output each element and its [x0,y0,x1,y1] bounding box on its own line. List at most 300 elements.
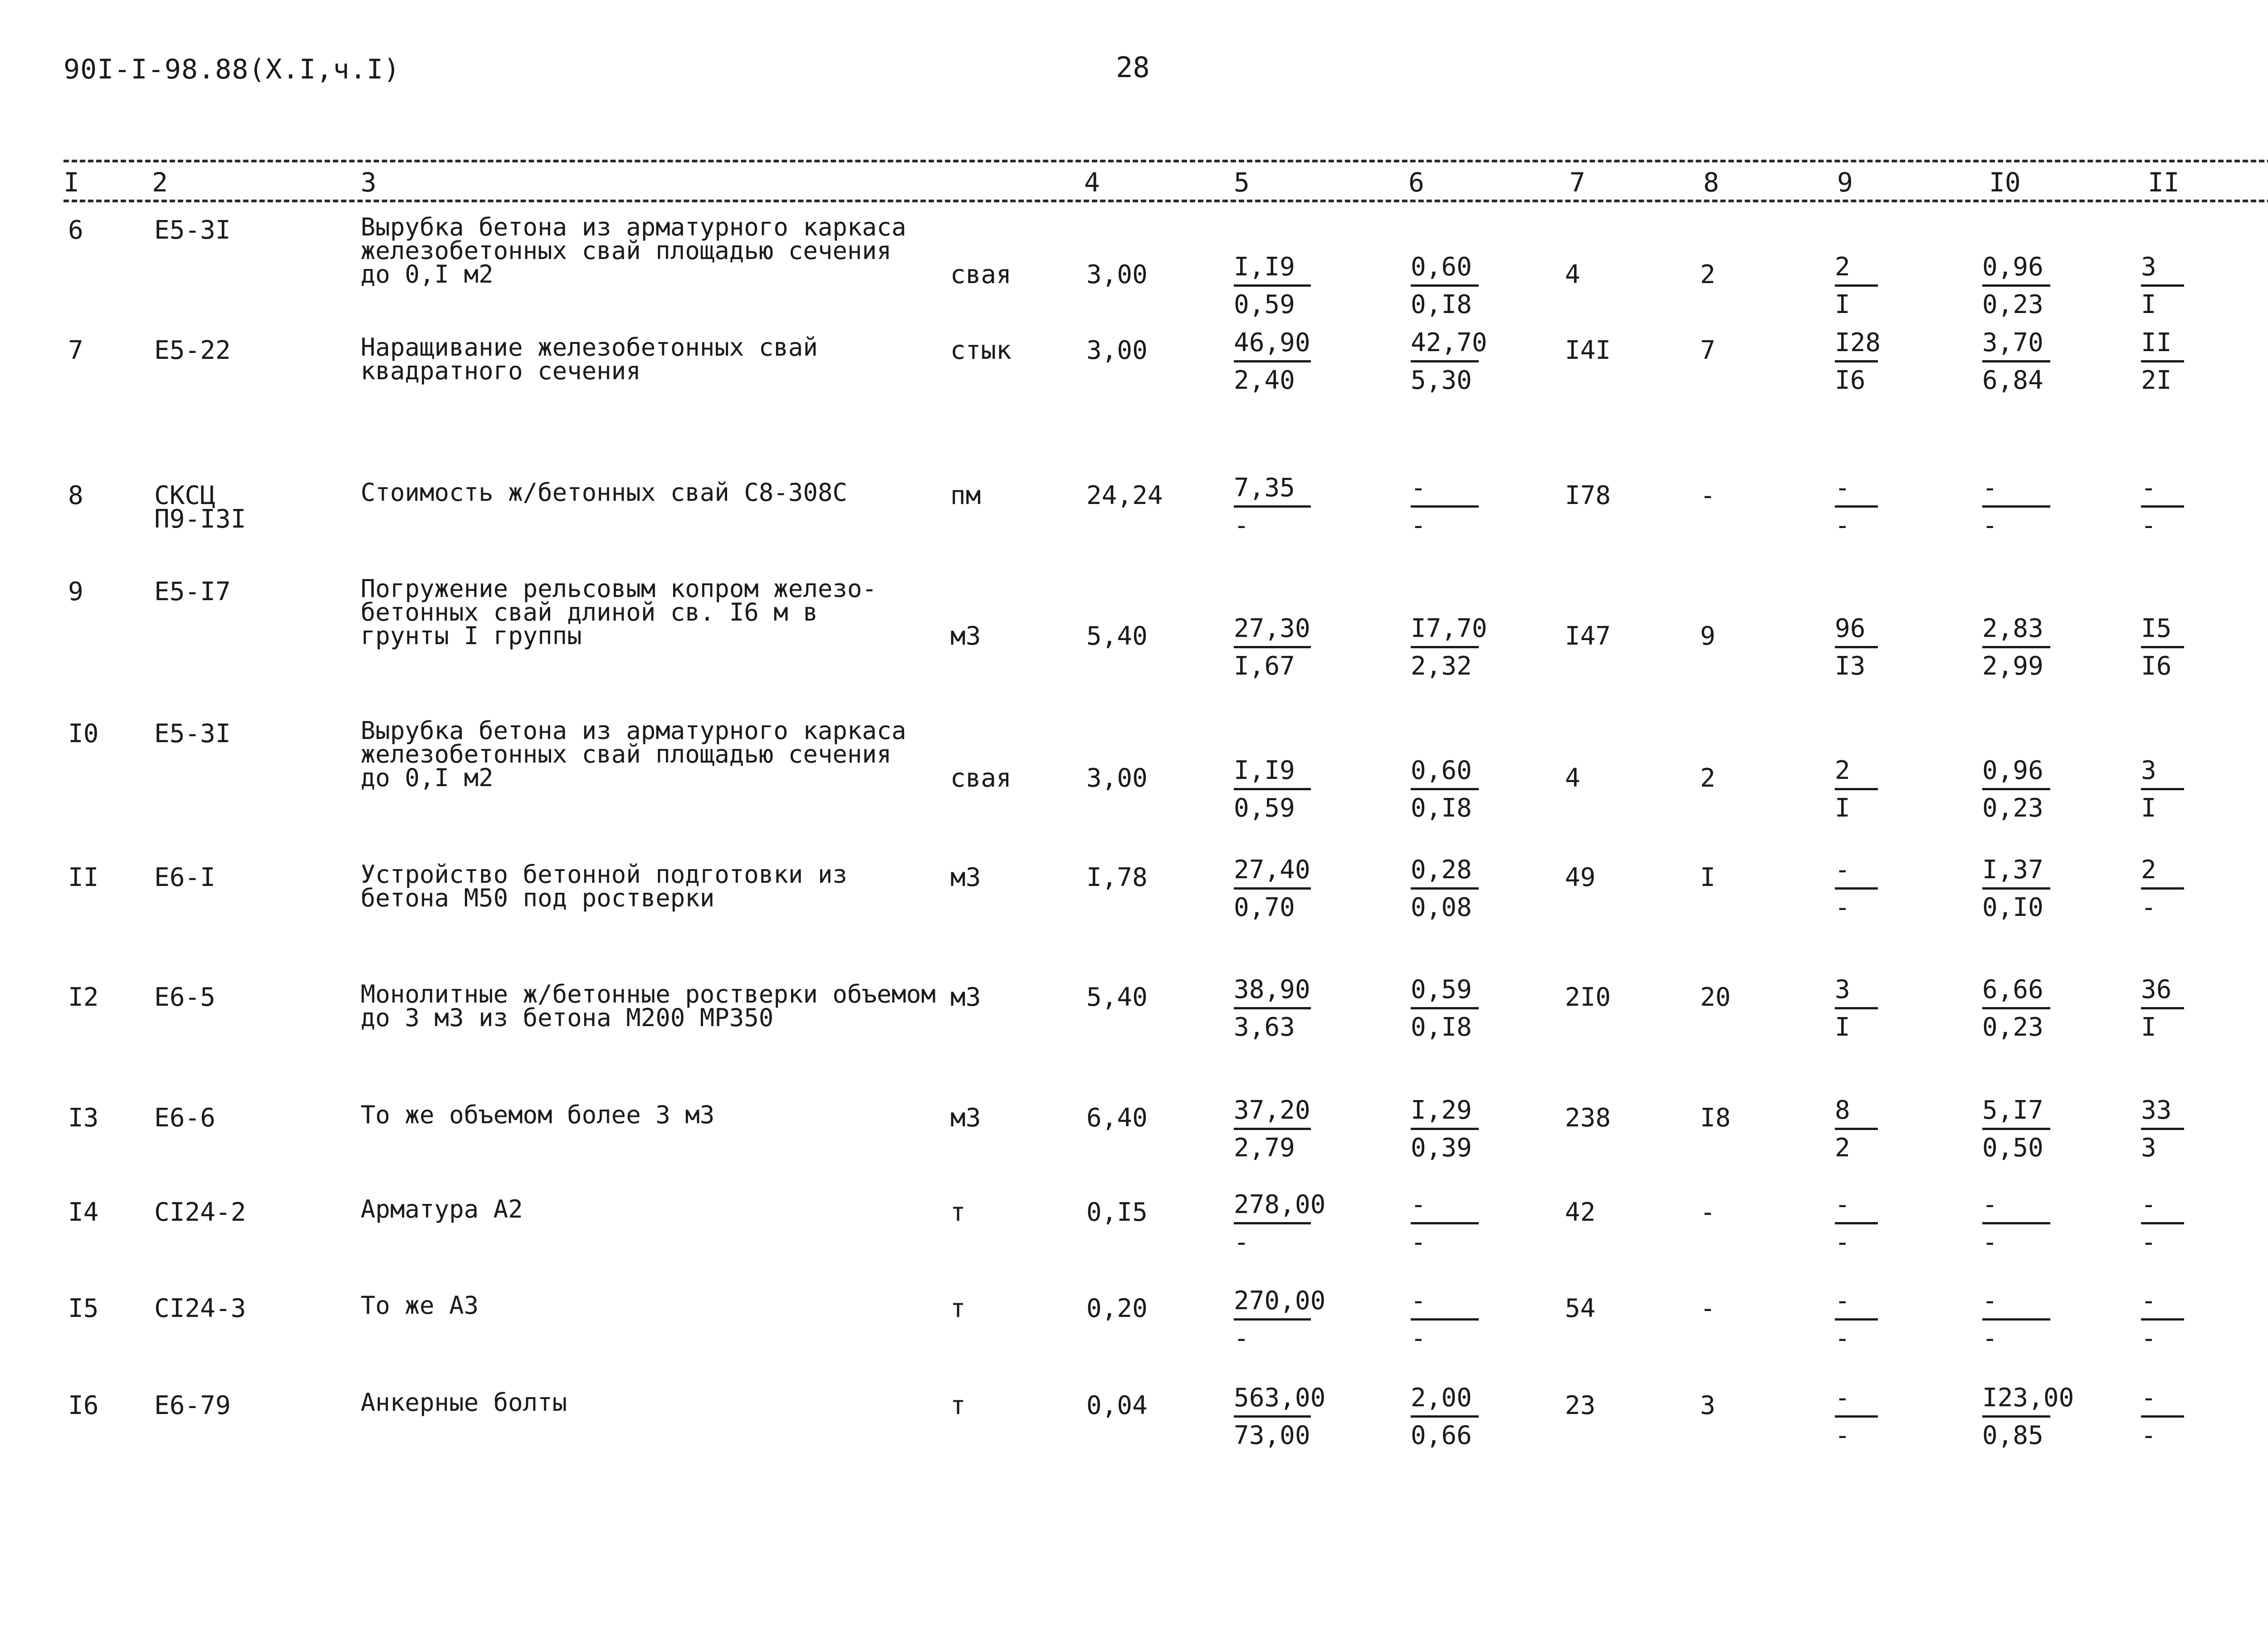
fraction-numerator: - [1982,1190,1998,1219]
col-header-10: I0 [1989,167,2021,198]
fraction-numerator: 0,60 [1411,756,1472,785]
fraction-denominator: 0,23 [1982,1013,2043,1042]
row-code: СКСЦ [154,481,215,510]
row-code: CI24-3 [154,1294,246,1323]
row-fraction-c11 [2141,1095,2184,1164]
fraction-numerator: II [2141,328,2172,357]
row-unit: м3 [950,983,981,1012]
fraction-bar [1411,1128,1479,1130]
fraction-denominator: 0,39 [1411,1133,1472,1163]
fraction-bar [1835,646,1878,648]
col-header-8: 8 [1703,167,1719,198]
row-quantity: 0,I5 [1086,1198,1148,1227]
fraction-numerator: 37,20 [1234,1096,1310,1125]
row-fraction-c11 [2141,855,2184,923]
fraction-numerator: I,I9 [1234,756,1295,785]
col-header-7: 7 [1569,167,1585,198]
description-line: до 0,I м2 [361,763,494,792]
row-quantity: 6,40 [1086,1103,1148,1133]
row-fraction-c9 [1835,328,1881,396]
col-header-5: 5 [1234,167,1250,198]
row-fraction-c6 [1411,1383,1479,1451]
row-fraction-c10 [1982,755,2050,824]
row-fraction-c6 [1411,473,1479,541]
fraction-numerator: I,I9 [1234,252,1295,282]
fraction-bar [1835,360,1878,362]
row-number: I0 [68,719,99,749]
row-unit: пм [950,481,981,510]
row-col8: 2 [1700,260,1716,289]
row-quantity: 3,00 [1086,336,1148,365]
fraction-numerator: 278,00 [1234,1190,1326,1219]
row-quantity: 5,40 [1086,983,1148,1012]
row-fraction-c11 [2141,613,2184,682]
row-fraction-c11 [2141,974,2184,1043]
description-line: грунты I группы [361,621,582,650]
row-fraction-c11 [2141,1383,2184,1451]
fraction-numerator: I5 [2141,614,2172,643]
row-fraction-c5 [1234,755,1311,824]
row-fraction-c5 [1234,1095,1311,1164]
fraction-numerator: I23,00 [1982,1383,2074,1413]
fraction-denominator: 0,85 [1982,1421,2043,1450]
fraction-bar [1234,1128,1311,1130]
fraction-bar [1835,284,1878,287]
col-header-11: II [2148,167,2180,198]
fraction-bar [1411,646,1479,648]
row-number: I4 [68,1198,99,1227]
col-header-2: 2 [152,167,168,198]
fraction-numerator: 0,96 [1982,252,2043,282]
fraction-bar [1234,1318,1311,1321]
row-fraction-c11 [2141,252,2184,320]
fraction-numerator: I28 [1835,328,1881,357]
row-unit: стык [950,336,1012,365]
fraction-denominator: 5,30 [1411,366,1472,395]
fraction-numerator: I7,70 [1411,614,1487,643]
fraction-numerator: - [1835,473,1850,503]
fraction-bar [1835,505,1878,508]
row-unit: свая [950,763,1012,793]
row-code: E5-22 [154,336,231,365]
row-quantity: 24,24 [1086,481,1163,510]
fraction-numerator: 0,59 [1411,975,1472,1004]
fraction-denominator: 3 [2141,1133,2156,1163]
row-description [361,1103,714,1127]
row-code: E6-5 [154,983,215,1012]
row-code: E6-79 [154,1391,231,1420]
fraction-bar [2141,887,2184,890]
fraction-bar [1411,1318,1479,1321]
fraction-denominator: 2,99 [1982,651,2043,681]
fraction-bar [1835,788,1878,790]
row-number: 9 [68,577,83,607]
fraction-numerator: 2,00 [1411,1383,1472,1413]
fraction-denominator: - [1835,511,1850,540]
fraction-bar [2141,788,2184,790]
row-number: I5 [68,1294,99,1323]
fraction-denominator: 2,32 [1411,651,1472,681]
fraction-numerator: 2 [2141,855,2156,885]
fraction-numerator: 27,30 [1234,614,1310,643]
fraction-bar [1234,788,1311,790]
col-header-1: I [64,167,79,198]
fraction-bar [1234,1222,1311,1224]
row-fraction-c6 [1411,1286,1479,1354]
row-fraction-c6 [1411,1189,1479,1258]
fraction-bar [1234,1415,1311,1418]
description-line: бетонных свай длиной св. I6 м в [361,598,818,626]
fraction-bar [1835,887,1878,890]
fraction-denominator: - [1835,1421,1850,1450]
fraction-bar [1234,360,1311,362]
fraction-numerator: - [1835,1383,1850,1413]
row-code: E5-3I [154,719,231,749]
fraction-bar [1982,1007,2050,1009]
row-fraction-c11 [2141,1286,2184,1354]
row-col7: 42 [1565,1198,1596,1227]
col-header-4: 4 [1084,167,1100,198]
fraction-bar [1411,360,1479,362]
row-col8: I [1700,863,1716,892]
fraction-denominator: 0,I8 [1411,290,1472,319]
fraction-numerator: 3 [2141,252,2156,282]
fraction-denominator: 0,70 [1234,893,1295,922]
fraction-bar [1982,788,2050,790]
row-fraction-c6 [1411,252,1479,320]
row-fraction-c11 [2141,755,2184,824]
row-unit: свая [950,260,1012,289]
row-description [361,213,906,289]
fraction-denominator: I [1835,793,1850,823]
description-line: Арматура А2 [361,1195,523,1223]
row-quantity: 5,40 [1086,621,1148,651]
fraction-bar [1411,505,1479,508]
fraction-denominator: 2,79 [1234,1133,1295,1163]
description-line: Монолитные ж/бетонные ростверки объемом [361,980,936,1008]
row-fraction-c11 [2141,1189,2184,1258]
row-code: E5-I7 [154,577,231,607]
fraction-numerator: 7,35 [1234,473,1295,503]
fraction-bar [2141,1007,2184,1009]
description-line: Устройство бетонной подготовки из [361,860,847,889]
fraction-numerator: - [1982,1286,1998,1316]
row-code: E6-6 [154,1103,215,1133]
row-fraction-c9 [1835,1383,1878,1451]
fraction-denominator: 0,I8 [1411,1013,1472,1042]
fraction-denominator: - [1982,1228,1998,1257]
fraction-numerator: 0,96 [1982,756,2043,785]
row-fraction-c6 [1411,328,1487,396]
row-fraction-c9 [1835,755,1878,824]
fraction-numerator: 2 [1835,252,1850,282]
fraction-denominator: 3,63 [1234,1013,1295,1042]
row-fraction-c9 [1835,613,1878,682]
fraction-denominator: - [2141,1228,2156,1257]
description-line: То же А3 [361,1291,479,1320]
fraction-denominator: - [2141,1324,2156,1353]
row-fraction-c10 [1982,473,2050,541]
row-fraction-c5 [1234,1286,1326,1354]
fraction-bar [1411,1222,1479,1224]
fraction-numerator: - [1411,1190,1426,1219]
fraction-denominator: 0,50 [1982,1133,2043,1163]
row-description [361,716,906,792]
fraction-bar [2141,284,2184,287]
fraction-denominator: - [1411,511,1426,540]
row-col8: I8 [1700,1103,1731,1133]
row-fraction-c10 [1982,1286,2050,1354]
row-code: П9-I3I [154,504,246,534]
row-fraction-c10 [1982,328,2050,396]
fraction-denominator: 73,00 [1234,1421,1310,1450]
row-fraction-c11 [2141,473,2184,541]
fraction-numerator: - [2141,473,2156,503]
fraction-numerator: 2 [1835,756,1850,785]
row-col8: 7 [1700,336,1716,365]
description-line: То же объемом более 3 м3 [361,1101,715,1129]
fraction-bar [1835,1415,1878,1418]
row-fraction-c5 [1234,473,1311,541]
fraction-denominator: 2,40 [1234,366,1295,395]
fraction-denominator: - [2141,511,2156,540]
row-col7: 23 [1565,1391,1596,1420]
fraction-denominator: 0,59 [1234,290,1295,319]
row-col8: 2 [1700,763,1716,793]
fraction-bar [2141,505,2184,508]
row-description [361,574,877,650]
fraction-denominator: - [1411,1228,1426,1257]
fraction-denominator: 2I [2141,366,2172,395]
fraction-numerator: 42,70 [1411,328,1487,357]
row-col8: 20 [1700,983,1731,1012]
fraction-denominator: 0,23 [1982,290,2043,319]
fraction-denominator: 0,I0 [1982,893,2043,922]
fraction-numerator: 8 [1835,1096,1850,1125]
row-col7: 2I0 [1565,983,1611,1012]
description-line: до 3 м3 из бетона М200 МР350 [361,1003,774,1032]
document-code: 90I-I-98.88(X.I,ч.I) [64,54,401,85]
fraction-bar [1982,1318,2050,1321]
row-fraction-c9 [1835,252,1878,320]
row-col8: - [1700,481,1716,510]
row-unit: м3 [950,863,981,892]
fraction-numerator: 6,66 [1982,975,2043,1004]
fraction-denominator: - [1982,511,1998,540]
row-unit: м3 [950,1103,981,1133]
fraction-bar [1234,284,1311,287]
description-line: квадратного сечения [361,357,641,385]
fraction-denominator: 0,23 [1982,793,2043,823]
fraction-denominator: 0,08 [1411,893,1472,922]
row-col7: I78 [1565,481,1611,510]
row-col7: I4I [1565,336,1611,365]
fraction-bar [2141,646,2184,648]
row-fraction-c9 [1835,1095,1878,1164]
fraction-numerator: 27,40 [1234,855,1310,885]
row-col7: 54 [1565,1294,1596,1323]
row-fraction-c5 [1234,613,1311,682]
description-line: Вырубка бетона из арматурного каркаса [361,213,906,241]
fraction-bar [1411,788,1479,790]
row-description [361,860,847,912]
fraction-numerator: - [1835,855,1850,885]
fraction-numerator: 3 [1835,975,1850,1004]
fraction-bar [1982,1222,2050,1224]
row-fraction-c5 [1234,1383,1326,1451]
row-code: CI24-2 [154,1198,246,1227]
header-bottom-divider [64,200,2268,202]
row-fraction-c5 [1234,328,1311,396]
fraction-denominator: - [2141,893,2156,922]
fraction-bar [1234,1007,1311,1009]
fraction-numerator: 3 [2141,756,2156,785]
description-line: железобетонных свай площадью сечения [361,740,892,768]
row-unit: т [950,1294,966,1323]
row-col7: 4 [1565,260,1580,289]
row-unit: м3 [950,621,981,651]
description-line: Стоимость ж/бетонных свай С8-308С [361,478,847,507]
row-fraction-c6 [1411,1095,1479,1164]
description-line: Анкерные болты [361,1388,567,1417]
row-col8: - [1700,1294,1716,1323]
row-fraction-c10 [1982,252,2050,320]
row-fraction-c5 [1234,855,1311,923]
row-fraction-c11 [2141,328,2184,396]
fraction-bar [1835,1318,1878,1321]
row-description [361,478,847,507]
fraction-denominator: I3 [1835,651,1866,681]
fraction-bar [1835,1222,1878,1224]
fraction-numerator: I,37 [1982,855,2043,885]
row-number: I6 [68,1391,99,1420]
row-col7: I47 [1565,621,1611,651]
row-quantity: I,78 [1086,863,1148,892]
fraction-bar [2141,360,2184,362]
fraction-numerator: 46,90 [1234,328,1310,357]
row-fraction-c10 [1982,1189,2050,1258]
page-number: 28 [1116,51,1150,84]
fraction-numerator: 3,70 [1982,328,2043,357]
fraction-denominator: - [1982,1324,1998,1353]
row-number: I2 [68,983,99,1012]
row-fraction-c6 [1411,613,1487,682]
fraction-numerator: I,29 [1411,1096,1472,1125]
fraction-numerator: 38,90 [1234,975,1310,1004]
row-description [361,980,936,1032]
row-fraction-c10 [1982,855,2050,923]
fraction-denominator: 6,84 [1982,366,2043,395]
row-col8: 3 [1700,1391,1716,1420]
fraction-numerator: - [1982,473,1998,503]
fraction-bar [1982,887,2050,890]
fraction-numerator: - [1411,1286,1426,1316]
row-unit: т [950,1198,966,1227]
fraction-bar [1982,360,2050,362]
row-col7: 238 [1565,1103,1611,1133]
col-header-9: 9 [1837,167,1853,198]
row-number: 6 [68,215,83,245]
row-code: E5-3I [154,215,231,245]
row-fraction-c6 [1411,755,1479,824]
fraction-bar [1411,1415,1479,1418]
fraction-bar [2141,1222,2184,1224]
fraction-numerator: 270,00 [1234,1286,1326,1316]
fraction-denominator: I,67 [1234,651,1295,681]
fraction-denominator: - [1835,893,1850,922]
fraction-bar [1982,1415,2050,1418]
row-fraction-c10 [1982,1383,2074,1451]
fraction-bar [1411,887,1479,890]
fraction-denominator: - [1411,1324,1426,1353]
row-code: E6-I [154,863,215,892]
row-quantity: 3,00 [1086,763,1148,793]
fraction-bar [2141,1128,2184,1130]
fraction-denominator: - [1234,1324,1249,1353]
fraction-bar [1982,505,2050,508]
fraction-denominator: - [1234,511,1249,540]
row-fraction-c9 [1835,855,1878,923]
header-top-divider [64,160,2268,162]
fraction-denominator: I [2141,793,2156,823]
row-fraction-c10 [1982,613,2050,682]
fraction-denominator: I6 [2141,651,2172,681]
fraction-numerator: 0,60 [1411,252,1472,282]
fraction-denominator: I [2141,290,2156,319]
row-fraction-c10 [1982,1095,2050,1164]
fraction-denominator: 0,I8 [1411,793,1472,823]
col-header-3: 3 [361,167,376,198]
fraction-numerator: - [1835,1190,1850,1219]
fraction-numerator: 0,28 [1411,855,1472,885]
fraction-numerator: 2,83 [1982,614,2043,643]
row-description [361,1388,567,1417]
fraction-bar [1982,1128,2050,1130]
fraction-bar [1234,646,1311,648]
row-quantity: 0,20 [1086,1294,1148,1323]
row-fraction-c9 [1835,473,1878,541]
row-fraction-c5 [1234,252,1311,320]
fraction-bar [1835,1128,1878,1130]
fraction-denominator: 0,59 [1234,793,1295,823]
description-line: железобетонных свай площадью сечения [361,236,892,265]
fraction-bar [1982,646,2050,648]
row-fraction-c10 [1982,974,2050,1043]
description-line: до 0,I м2 [361,260,494,289]
fraction-denominator: I [1835,1013,1850,1042]
row-col7: 4 [1565,763,1580,793]
row-number: I3 [68,1103,99,1133]
fraction-bar [2141,1318,2184,1321]
fraction-bar [1411,284,1479,287]
row-fraction-c9 [1835,974,1878,1043]
description-line: Наращивание железобетонных свай [361,333,818,362]
row-number: 8 [68,481,83,510]
fraction-denominator: - [2141,1421,2156,1450]
fraction-numerator: - [2141,1190,2156,1219]
fraction-bar [2141,1415,2184,1418]
row-description [361,333,818,385]
row-col8: 9 [1700,621,1716,651]
description-line: бетона М50 под ростверки [361,884,715,912]
fraction-bar [1234,505,1311,508]
fraction-bar [1982,284,2050,287]
fraction-denominator: 0,66 [1411,1421,1472,1450]
row-number: II [68,863,99,892]
fraction-denominator: - [1835,1324,1850,1353]
fraction-numerator: 36 [2141,975,2172,1004]
row-fraction-c6 [1411,855,1479,923]
